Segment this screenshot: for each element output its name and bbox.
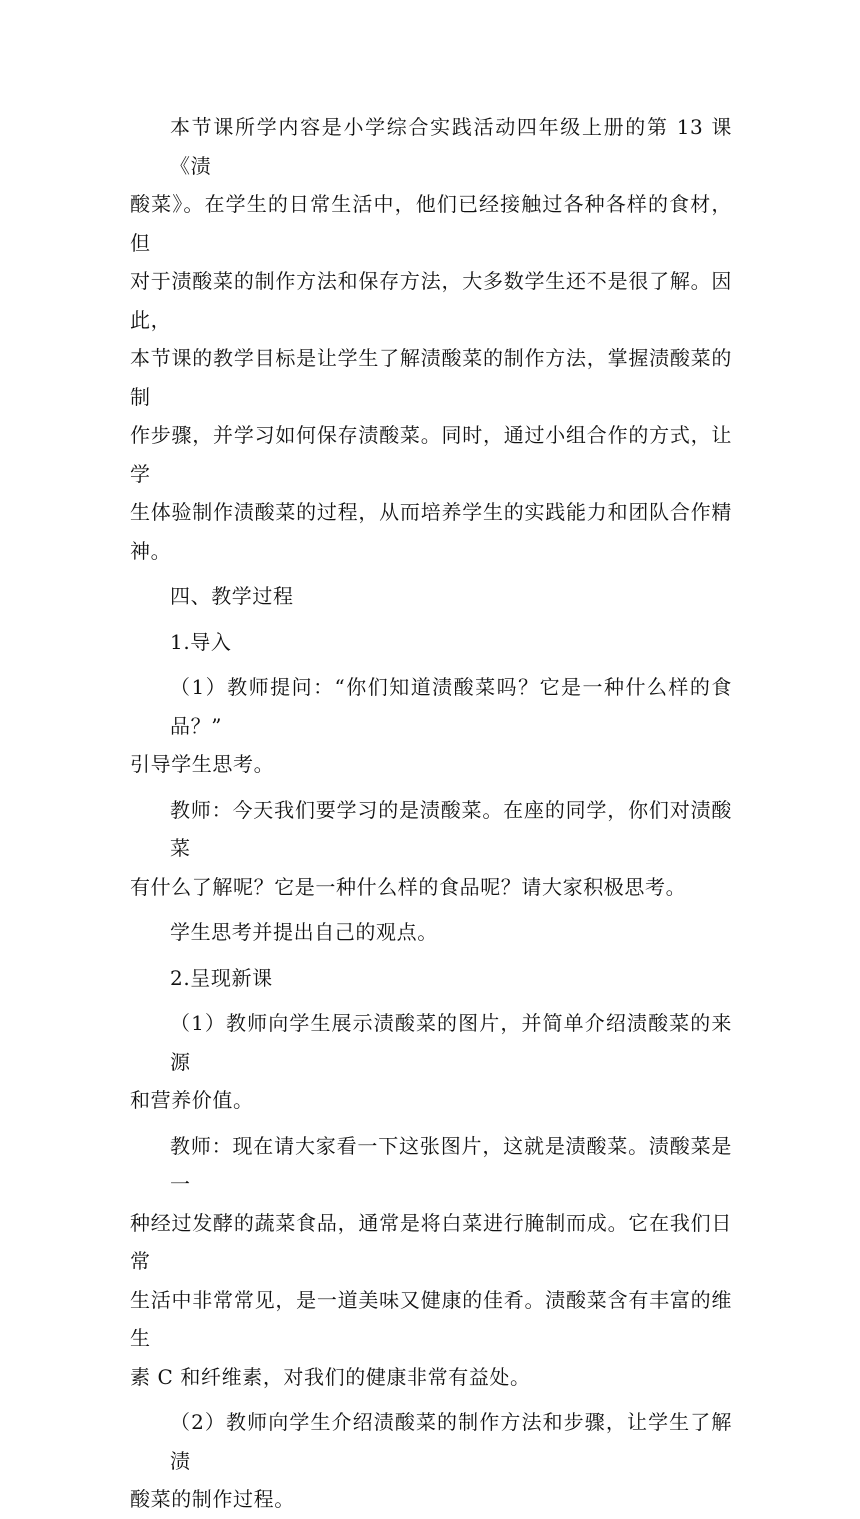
- text-line: 教师：现在请大家看一下这张图片，这就是渍酸菜。渍酸菜是一: [170, 1133, 732, 1196]
- text-line: 本节课的教学目标是让学生了解渍酸菜的制作方法，掌握渍酸菜的制: [130, 346, 732, 409]
- text-line: 引导学生思考。: [130, 752, 275, 776]
- paragraph-intro: [130, 108, 732, 570]
- text-line: （1）教师提问：“你们知道渍酸菜吗？它是一种什么样的食品？”: [170, 675, 732, 738]
- text-line: 酸菜的制作过程。: [130, 1487, 295, 1511]
- text-line: 有什么了解呢？它是一种什么样的食品呢？请大家积极思考。: [130, 874, 687, 899]
- text-line: 学生思考并提出自己的观点。: [170, 920, 438, 944]
- text-line: 种经过发酵的蔬菜食品，通常是将白菜进行腌制而成。它在我们日常: [130, 1210, 732, 1273]
- text-line: 素 C 和纤维素，对我们的健康非常有益处。: [130, 1364, 531, 1389]
- section-heading: [130, 577, 732, 616]
- paragraph: [130, 1403, 732, 1519]
- subsection-heading: [130, 959, 732, 998]
- text-line: 本节课所学内容是小学综合实践活动四年级上册的第 13 课《渍: [170, 115, 732, 178]
- text-line: 生活中非常常见，是一道美味又健康的佳肴。渍酸菜含有丰富的维生: [130, 1287, 732, 1350]
- text-line: （1）教师向学生展示渍酸菜的图片，并简单介绍渍酸菜的来源: [170, 1011, 732, 1074]
- text-line: 四、教学过程: [170, 584, 294, 608]
- text-line: （2）教师向学生介绍渍酸菜的制作方法和步骤，让学生了解渍: [170, 1410, 732, 1473]
- text-line: 对于渍酸菜的制作方法和保存方法，大多数学生还不是很了解。因此，: [130, 269, 732, 332]
- paragraph: [130, 668, 732, 784]
- paragraph: [130, 1004, 732, 1120]
- paragraph: [130, 791, 732, 907]
- paragraph: [130, 913, 732, 952]
- text-line: 2.呈现新课: [170, 965, 273, 990]
- paragraph: [130, 1127, 732, 1397]
- text-line: 教师：今天我们要学习的是渍酸菜。在座的同学，你们对渍酸菜: [170, 797, 732, 860]
- subsection-heading: [130, 623, 732, 662]
- text-line: 作步骤，并学习如何保存渍酸菜。同时，通过小组合作的方式，让学: [130, 423, 732, 486]
- text-line: 酸菜》。在学生的日常生活中，他们已经接触过各种各样的食材，但: [130, 192, 732, 255]
- text-line: 生体验制作渍酸菜的过程，从而培养学生的实践能力和团队合作精神。: [130, 500, 732, 563]
- text-line: 1.导入: [170, 629, 232, 654]
- text-line: 和营养价值。: [130, 1088, 254, 1112]
- document-body: [130, 108, 732, 1519]
